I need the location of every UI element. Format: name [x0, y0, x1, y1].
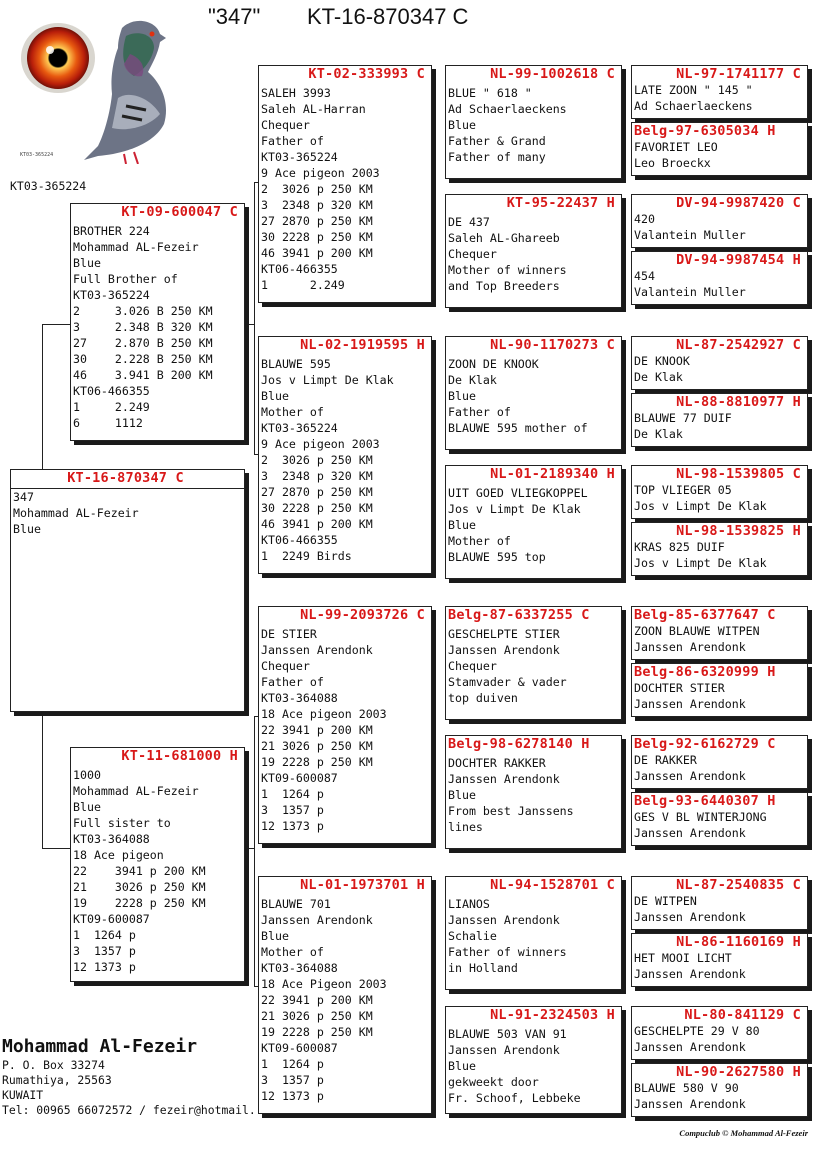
detail-line: Janssen Arendonk — [634, 967, 746, 981]
detail-line: UIT GOED VLIEGKOPPEL — [448, 486, 588, 500]
pigeon-card-g5-12 — [631, 792, 808, 846]
connector — [245, 848, 255, 849]
pigeon-card-dss — [445, 606, 622, 720]
detail-line: 19 2228 p 250 KM — [261, 1025, 373, 1039]
detail-line: Chequer — [261, 118, 310, 132]
detail-line: Father of — [448, 405, 511, 419]
ring-number: NL-02-1919595 H — [300, 337, 425, 353]
detail-line: Janssen Arendonk — [634, 697, 746, 711]
detail-line: 22 3941 p 200 KM — [73, 864, 206, 878]
detail-line: 2 3026 p 250 KM — [261, 453, 373, 467]
pigeon-details — [446, 626, 621, 706]
detail-line: in Holland — [448, 961, 518, 975]
ring-number: DV-94-9987454 H — [676, 252, 801, 268]
detail-line: 3 1357 p — [73, 944, 136, 958]
detail-line: Janssen Arendonk — [448, 643, 560, 657]
detail-line: Saleh AL-Ghareeb — [448, 231, 560, 245]
detail-line: Janssen Arendonk — [634, 826, 746, 840]
ring-number: Belg-86-6320999 H — [634, 664, 776, 680]
detail-line: Father of — [261, 675, 324, 689]
detail-line: Janssen Arendonk — [634, 1040, 746, 1054]
ring-number: NL-90-2627580 H — [676, 1064, 801, 1080]
pigeon-ring-title: KT-16-870347 C — [307, 4, 469, 29]
ring-number: NL-97-1741177 C — [676, 66, 801, 82]
ring-number: KT-11-681000 H — [121, 748, 238, 764]
detail-line: GESCHELPTE 29 V 80 — [634, 1024, 760, 1038]
ring-number: KT-16-870347 C — [67, 470, 184, 486]
connector — [245, 324, 255, 325]
pigeon-details — [71, 767, 244, 975]
detail-line: DE WITPEN — [634, 894, 697, 908]
pigeon-card-g5-10 — [631, 663, 808, 717]
detail-line: 3 2.348 B 320 KM — [73, 320, 213, 334]
detail-line: 46 3941 p 200 KM — [261, 517, 373, 531]
detail-line: Mother of — [448, 534, 511, 548]
pigeon-details — [632, 482, 807, 514]
pigeon-details — [632, 410, 807, 442]
detail-line: DOCHTER RAKKER — [448, 756, 546, 770]
detail-line: DE KNOOK — [634, 354, 690, 368]
pigeon-card-g5-9 — [631, 606, 808, 660]
detail-line: 12 1373 p — [261, 819, 324, 833]
detail-line: BLAUWE 701 — [261, 897, 331, 911]
pigeon-details — [632, 680, 807, 712]
detail-line: Mohammad AL-Fezeir — [73, 784, 199, 798]
ring-number: NL-94-1528701 C — [490, 877, 615, 893]
owner-info — [2, 1036, 256, 1118]
detail-line: 30 2228 p 250 KM — [261, 501, 373, 515]
pigeon-card-g5-6 — [631, 393, 808, 447]
detail-line: Janssen Arendonk — [261, 913, 373, 927]
detail-line: Janssen Arendonk — [448, 1043, 560, 1057]
ring-number: NL-98-1539805 C — [676, 466, 801, 482]
pigeon-card-sdd — [445, 465, 622, 579]
detail-line: Blue — [261, 389, 289, 403]
pigeon-details — [446, 896, 621, 976]
pigeon-details — [446, 214, 621, 294]
detail-line: BLAUWE 595 mother of — [448, 421, 588, 435]
pigeon-card-sss — [445, 65, 622, 179]
ring-number: NL-88-8810977 H — [676, 394, 801, 410]
detail-line: Mother of winners — [448, 263, 567, 277]
pigeon-card-dds — [445, 876, 622, 990]
detail-line: Jos v Limpt De Klak — [634, 556, 767, 570]
detail-line: BROTHER 224 — [73, 224, 150, 238]
pigeon-details — [632, 1023, 807, 1055]
detail-line: Ad Schaerlaeckens — [448, 102, 567, 116]
detail-line: BLAUWE 580 V 90 — [634, 1081, 739, 1095]
connector — [254, 716, 255, 986]
detail-line: 1 1264 p — [73, 928, 136, 942]
connector — [42, 848, 70, 849]
pigeon-card-main — [10, 469, 245, 712]
owner-address-line: Rumathiya, 25563 — [2, 1073, 112, 1087]
detail-line: KT06-466355 — [261, 262, 338, 276]
detail-line: 18 Ace Pigeon 2003 — [261, 977, 387, 991]
detail-line: Janssen Arendonk — [634, 769, 746, 783]
detail-line: Father & Grand — [448, 134, 546, 148]
ring-number: NL-90-1170273 C — [490, 337, 615, 353]
detail-line: Father of winners — [448, 945, 567, 959]
detail-line: BLAUWE 595 — [261, 357, 331, 371]
detail-line: 12 1373 p — [73, 960, 136, 974]
detail-line: Mohammad AL-Fezeir — [73, 240, 199, 254]
detail-line: Mother of — [261, 405, 324, 419]
ring-number: Belg-98-6278140 H — [448, 736, 590, 752]
detail-line: 6 1112 — [73, 416, 143, 430]
pigeon-card-g5-11 — [631, 735, 808, 789]
connector — [254, 182, 255, 454]
pigeon-details — [446, 85, 621, 165]
ring-number: NL-01-1973701 H — [300, 877, 425, 893]
pigeon-card-dsd — [445, 735, 622, 849]
pigeon-card-ssd — [445, 194, 622, 308]
owner-name: Mohammad Al-Fezeir — [2, 1036, 198, 1057]
pigeon-details — [632, 353, 807, 385]
pigeon-name-title: "347" — [208, 4, 261, 29]
pigeon-card-g5-16 — [631, 1063, 808, 1117]
detail-line: 19 2228 p 250 KM — [73, 896, 206, 910]
pigeon-details — [11, 489, 244, 537]
detail-line: GESCHELPTE STIER — [448, 627, 560, 641]
detail-line: and Top Breeders — [448, 279, 560, 293]
ring-number: KT-95-22437 H — [506, 195, 615, 211]
detail-line: KT03-365224 — [261, 421, 338, 435]
pigeon-card-g5-2 — [631, 122, 808, 176]
detail-line: KT09-600087 — [73, 912, 150, 926]
detail-line: 19 2228 p 250 KM — [261, 755, 373, 769]
detail-line: FAVORIET LEO — [634, 140, 718, 154]
detail-line: 27 2870 p 250 KM — [261, 214, 373, 228]
detail-line: ZOON BLAUWE WITPEN — [634, 624, 760, 638]
pigeon-details — [632, 211, 807, 243]
pigeon-card-g5-15 — [631, 1006, 808, 1060]
detail-line: Fr. Schoof, Lebbeke — [448, 1091, 581, 1105]
pigeon-card-sds — [445, 336, 622, 450]
detail-line: BLAUWE 503 VAN 91 — [448, 1027, 567, 1041]
detail-line: 18 Ace pigeon 2003 — [261, 707, 387, 721]
detail-line: DE STIER — [261, 627, 317, 641]
detail-line: 9 Ace pigeon 2003 — [261, 437, 380, 451]
detail-line: Stamvader & vader — [448, 675, 567, 689]
detail-line: Mohammad AL-Fezeir — [13, 506, 139, 520]
detail-line: 46 3.941 B 200 KM — [73, 368, 213, 382]
detail-line: Valantein Muller — [634, 285, 746, 299]
detail-line: 1 1264 p — [261, 787, 324, 801]
ring-number: Belg-97-6305034 H — [634, 123, 776, 139]
detail-line: Full Brother of — [73, 272, 178, 286]
ring-number: Belg-85-6377647 C — [634, 607, 776, 623]
detail-line: 9 Ace pigeon 2003 — [261, 166, 380, 180]
ring-number: Belg-93-6440307 H — [634, 793, 776, 809]
detail-line: GES V BL WINTERJONG — [634, 810, 767, 824]
pigeon-details — [632, 809, 807, 841]
detail-line: 347 — [13, 490, 34, 504]
ring-number: KT-02-333993 C — [308, 66, 425, 82]
detail-line: KT06-466355 — [73, 384, 150, 398]
detail-line: Leo Broeckx — [634, 156, 711, 170]
ring-number: NL-80-841129 C — [684, 1007, 801, 1023]
pigeon-details — [446, 1026, 621, 1106]
detail-line: lines — [448, 820, 483, 834]
ring-number: Belg-92-6162729 C — [634, 736, 776, 752]
pigeon-details — [259, 896, 431, 1104]
pigeon-card-ddd — [445, 1006, 622, 1114]
detail-line: BLAUWE 77 DUIF — [634, 411, 732, 425]
detail-line: Blue — [448, 389, 476, 403]
ring-number: NL-98-1539825 H — [676, 523, 801, 539]
detail-line: KT03-364088 — [261, 961, 338, 975]
detail-line: Chequer — [448, 247, 497, 261]
detail-line: KT03-365224 — [261, 150, 338, 164]
pigeon-details — [446, 755, 621, 835]
detail-line: 2 3026 p 250 KM — [261, 182, 373, 196]
detail-line: 30 2.228 B 250 KM — [73, 352, 213, 366]
ring-number: NL-91-2324503 H — [490, 1007, 615, 1023]
detail-line: Father of many — [448, 150, 546, 164]
pigeon-card-g5-1 — [631, 65, 808, 119]
detail-line: 21 3026 p 250 KM — [261, 739, 373, 753]
owner-address-line: P. O. Box 33274 — [2, 1058, 105, 1072]
detail-line: 1 2.249 — [73, 400, 150, 414]
detail-line: 3 1357 p — [261, 1073, 324, 1087]
detail-line: 1 2.249 — [261, 278, 345, 292]
detail-line: gekweekt door — [448, 1075, 539, 1089]
pigeon-details — [632, 1080, 807, 1112]
detail-line: Janssen Arendonk — [448, 913, 560, 927]
pigeon-card-g5-14 — [631, 933, 808, 987]
detail-line: Jos v Limpt De Klak — [634, 499, 767, 513]
detail-line: LIANOS — [448, 897, 490, 911]
pigeon-card-dam-sire — [258, 606, 432, 844]
detail-line: De Klak — [634, 427, 683, 441]
pigeon-details — [632, 268, 807, 300]
pigeon-details — [632, 139, 807, 171]
detail-line: KT03-364088 — [73, 832, 150, 846]
pigeon-details — [632, 82, 807, 114]
pigeon-details — [71, 223, 244, 431]
connector — [42, 324, 70, 325]
detail-line: 27 2870 p 250 KM — [261, 485, 373, 499]
detail-line: TOP VLIEGER 05 — [634, 483, 732, 497]
detail-line: KT09-600087 — [261, 1041, 338, 1055]
photo-small-text: KT03-365224 — [20, 152, 54, 158]
connector — [42, 712, 43, 848]
ring-number: NL-01-2189340 H — [490, 466, 615, 482]
detail-line: 1000 — [73, 768, 101, 782]
detail-line: KRAS 825 DUIF — [634, 540, 725, 554]
detail-line: 22 3941 p 200 KM — [261, 993, 373, 1007]
detail-line: Blue — [448, 518, 476, 532]
detail-line: 30 2228 p 250 KM — [261, 230, 373, 244]
pigeon-card-g5-8 — [631, 522, 808, 576]
detail-line: 1 1264 p — [261, 1057, 324, 1071]
connector — [42, 324, 43, 470]
pigeon-details — [632, 623, 807, 655]
ring-number: KT-09-600047 C — [121, 204, 238, 220]
detail-line: Mother of — [261, 945, 324, 959]
detail-line: Blue — [261, 929, 289, 943]
pigeon-details — [632, 752, 807, 784]
pigeon-details — [632, 893, 807, 925]
pigeon-details — [446, 485, 621, 565]
detail-line: SALEH 3993 — [261, 86, 331, 100]
owner-address-line: KUWAIT — [2, 1088, 44, 1102]
detail-line: 3 2348 p 320 KM — [261, 469, 373, 483]
detail-line: Chequer — [261, 659, 310, 673]
detail-line: 3 2348 p 320 KM — [261, 198, 373, 212]
detail-line: Jos v Limpt De Klak — [261, 373, 394, 387]
pigeon-details — [259, 626, 431, 834]
ring-number: NL-99-1002618 C — [490, 66, 615, 82]
ring-number: NL-99-2093726 C — [300, 607, 425, 623]
detail-line: BLAUWE 595 top — [448, 550, 546, 564]
pigeon-card-g5-3 — [631, 194, 808, 248]
pigeon-details — [259, 85, 431, 293]
detail-line: 2 3.026 B 250 KM — [73, 304, 213, 318]
pigeon-card-dam — [70, 747, 245, 982]
credit-text: Compuclub © Mohammad Al-Fezeir — [679, 1128, 808, 1138]
detail-line: Janssen Arendonk — [448, 772, 560, 786]
detail-line: KT03-364088 — [261, 691, 338, 705]
detail-line: 46 3941 p 200 KM — [261, 246, 373, 260]
detail-line: 22 3941 p 200 KM — [261, 723, 373, 737]
pigeon-card-g5-7 — [631, 465, 808, 519]
detail-line: 21 3026 p 250 KM — [261, 1009, 373, 1023]
detail-line: De Klak — [448, 373, 497, 387]
pigeon-card-g5-13 — [631, 876, 808, 930]
pigeon-card-sire — [70, 203, 245, 441]
pigeon-card-g5-5 — [631, 336, 808, 390]
detail-line: 3 1357 p — [261, 803, 324, 817]
detail-line: DE RAKKER — [634, 753, 697, 767]
detail-line: Blue — [448, 788, 476, 802]
pigeon-details — [632, 950, 807, 982]
detail-line: DE 437 — [448, 215, 490, 229]
detail-line: Janssen Arendonk — [634, 640, 746, 654]
ring-number: Belg-87-6337255 C — [448, 607, 590, 623]
detail-line: Blue — [73, 256, 101, 270]
detail-line: 1 2249 Birds — [261, 549, 352, 563]
pigeon-details — [446, 356, 621, 436]
detail-line: top duiven — [448, 691, 518, 705]
pigeon-card-dam-dam — [258, 876, 432, 1114]
detail-line: 12 1373 p — [261, 1089, 324, 1103]
detail-line: 27 2.870 B 250 KM — [73, 336, 213, 350]
detail-line: BLUE " 618 " — [448, 86, 532, 100]
detail-line: LATE ZOON " 145 " — [634, 83, 753, 97]
detail-line: Blue — [73, 800, 101, 814]
ring-number: DV-94-9987420 C — [676, 195, 801, 211]
detail-line: Blue — [13, 522, 41, 536]
detail-line: Schalie — [448, 929, 497, 943]
owner-contact: Tel: 00965 66072572 / fezeir@hotmail. — [2, 1103, 256, 1117]
detail-line: 420 — [634, 212, 655, 226]
detail-line: Blue — [448, 1059, 476, 1073]
ring-number: NL-87-2542927 C — [676, 337, 801, 353]
detail-line: Valantein Muller — [634, 228, 746, 242]
detail-line: Blue — [448, 118, 476, 132]
detail-line: Janssen Arendonk — [634, 910, 746, 924]
pigeon-card-g5-4 — [631, 251, 808, 305]
pigeon-details — [632, 539, 807, 571]
detail-line: HET MOOI LICHT — [634, 951, 732, 965]
detail-line: KT09-600087 — [261, 771, 338, 785]
detail-line: From best Janssens — [448, 804, 574, 818]
pigeon-details — [259, 356, 431, 564]
detail-line: 454 — [634, 269, 655, 283]
detail-line: Ad Schaerlaeckens — [634, 99, 753, 113]
detail-line: ZOON DE KNOOK — [448, 357, 539, 371]
detail-line: DOCHTER STIER — [634, 681, 725, 695]
detail-line: Father of — [261, 134, 324, 148]
detail-line: Full sister to — [73, 816, 171, 830]
detail-line: De Klak — [634, 370, 683, 384]
detail-line: 21 3026 p 250 KM — [73, 880, 206, 894]
photo-caption: KT03-365224 — [10, 179, 87, 193]
pigeon-photo — [14, 14, 174, 164]
detail-line: KT06-466355 — [261, 533, 338, 547]
ring-number: NL-87-2540835 C — [676, 877, 801, 893]
pigeon-card-sire-dam — [258, 336, 432, 574]
ring-number: NL-86-1160169 H — [676, 934, 801, 950]
detail-line: Saleh AL-Harran — [261, 102, 366, 116]
detail-line: KT03-365224 — [73, 288, 150, 302]
detail-line: Janssen Arendonk — [634, 1097, 746, 1111]
detail-line: Chequer — [448, 659, 497, 673]
detail-line: 18 Ace pigeon — [73, 848, 164, 862]
detail-line: Janssen Arendonk — [261, 643, 373, 657]
detail-line: Jos v Limpt De Klak — [448, 502, 581, 516]
pigeon-card-sire-sire — [258, 65, 432, 303]
